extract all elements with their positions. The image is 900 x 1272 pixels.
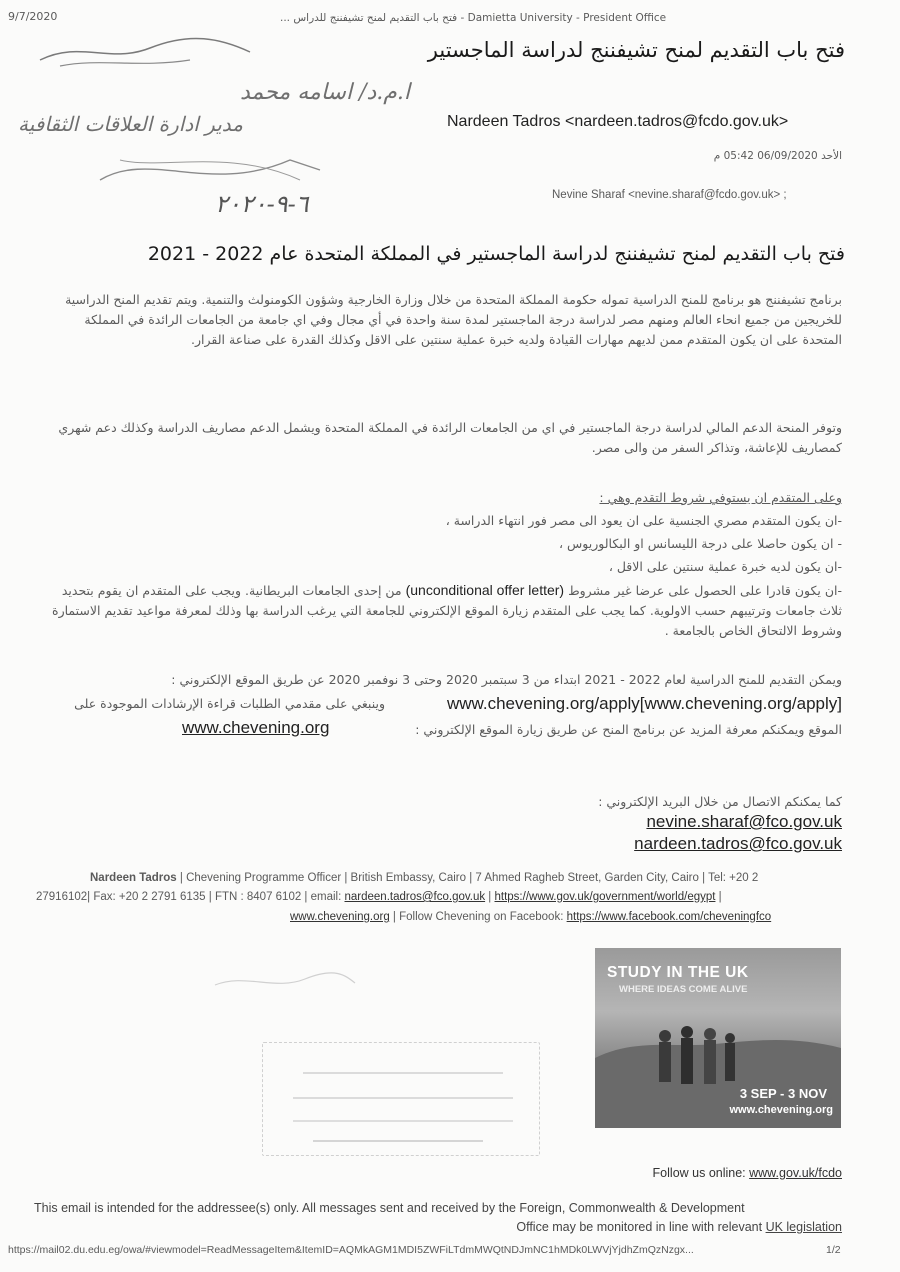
email-sender[interactable]: Nardeen Tadros <nardeen.tadros@fcdo.gov.uk>: [447, 113, 789, 130]
disclaimer-line2: [516, 1220, 842, 1234]
signature-line1: [90, 872, 850, 884]
signature-role: | Chevening Programme Officer | British Embassy, Cairo | 7 Ahmed Ragheb Street, Garden City, Cairo | Tel: +20 2: [176, 872, 759, 884]
follow-online: [653, 1166, 842, 1180]
requirement-degree: - ان يكون حاصلا على درجة الليسانس او البكالوريوس ،: [559, 536, 842, 551]
print-page-number: 1/2: [826, 1244, 841, 1256]
poster-headline: STUDY IN THE UK: [607, 964, 749, 981]
signature-facebook-link[interactable]: https://www.facebook.com/cheveningfco: [566, 911, 772, 923]
handwritten-note-line1: ا.م.د/ اسامه محمد: [240, 80, 410, 105]
email-recipients[interactable]: ‏Nevine Sharaf <nevine.sharaf@fcdo.gov.uk> ;: [552, 189, 787, 201]
body-paragraph-funding: وتوفر المنحة الدعم المالي لدراسة درجة الماجستير في اي من الجامعات الرائدة في المملكة المتحدة ويشمل الدعم مصاريف الدراسة وكذلك دعم شهري كمصاريف للإعاشة، وتذاكر السفر من والى مصر.: [58, 420, 842, 455]
signature-line3: [290, 911, 850, 923]
requirements-title: وعلى المتقدم ان يستوفي شروط التقدم وهي :: [599, 490, 842, 505]
chevening-poster-image[interactable]: [595, 948, 841, 1128]
signature-sep-2: |: [715, 891, 722, 903]
requirement-offer-part1: -ان يكون قادرا على الحصول على عرضا غير مشروط: [568, 583, 842, 598]
signature-gov-link[interactable]: https://www.gov.uk/government/world/egypt: [494, 891, 716, 903]
requirement-offer-english: (unconditional offer letter): [405, 582, 565, 598]
more-info-row: [30, 718, 842, 742]
requirement-offer-part2: من إحدى الجامعات البريطانية. ويجب على المتقدم ان يقوم بتحديد ثلاث جامعات وترتيبهم حسب الاولوية. كما يجب على المتقدم زيارة الموقع الإلكتروني للجامعة التي يرغب الدراسة بها وذلك لمعرفة مواعيد تقديم الاستمارة وشروط الالتحاق الخاص بالجامعة .: [52, 583, 842, 638]
uk-legislation-link[interactable]: UK legislation: [765, 1220, 842, 1234]
apply-url-row: [30, 694, 842, 718]
signature-line2: [36, 891, 851, 903]
signature-email-link[interactable]: nardeen.tadros@fco.gov.uk: [344, 891, 486, 903]
contact-email-nardeen[interactable]: nardeen.tadros@fco.gov.uk: [634, 834, 842, 853]
body-paragraph-intro: برنامج تشيفننج هو برنامج للمنح الدراسية تموله حكومة المملكة المتحدة من خلال وزارة الخارجية وشؤون الكومنولث والتنمية. ويتم تقديم المنح الدراسية للخريجين من جميع انحاء العالم ومنهم مصر لدراسة درجة الماجستير لمدة سنة واحدة في أي مجال وفي اي جامعة من الجامعات الرائدة في المملكة المتحدة على ان يكون المتقدم ممن لديهم مهارات القيادة ولديه خبرة عملية سنتين على الاقل وكذلك القدرة على صناعة القرار.: [65, 292, 842, 347]
poster-url: www.chevening.org: [729, 1104, 833, 1116]
poster-tagline: WHERE IDEAS COME ALIVE: [619, 984, 748, 995]
follow-link[interactable]: www.gov.uk/fcdo: [749, 1166, 842, 1180]
signature-name: Nardeen Tadros: [90, 872, 177, 884]
email-subject: فتح باب التقديم لمنح تشيفننج لدراسة الماجستير: [427, 38, 845, 62]
print-title: ... فتح باب التقديم لمنح تشيفننج للدراس - Damietta University - President Office: [280, 12, 667, 24]
apply-guidance: وينبغي على مقدمي الطلبات قراءة الإرشادات الموجودة على: [74, 696, 385, 711]
requirement-experience: -ان يكون لديه خبرة عملية سنتين على الاقل ،: [608, 559, 842, 574]
signature-phone-fax: 27916102| Fax: +20 2 2791 6135 | FTN : 8407 6102 | email:: [36, 891, 342, 903]
signature-facebook-label: | Follow Chevening on Facebook:: [389, 911, 567, 923]
contact-line: كما يمكنكم الاتصال من خلال البريد الإلكتروني :: [598, 794, 842, 809]
handwritten-scribble: [20, 30, 260, 70]
requirement-offer: [52, 580, 842, 641]
poster-dates: 3 SEP - 3 NOV: [739, 1086, 827, 1101]
apply-url-link[interactable]: www.chevening.org/apply[www.chevening.org/apply]: [446, 694, 842, 713]
follow-label: Follow us online:: [652, 1166, 750, 1180]
disclaimer-text: Office may be monitored in line with relevant: [516, 1220, 766, 1234]
apply-line: ويمكن التقديم للمنح الدراسية لعام 2022 - 2021 ابتداء من 3 سبتمبر 2020 وحتى 3 نوفمبر 2020 عن طريق الموقع الإلكتروني :: [171, 672, 842, 687]
disclaimer-line1: This email is intended for the addressee(s) only. All messages sent and received by the Foreign, Commonwealth & Development: [34, 1201, 745, 1215]
print-date: 9/7/2020: [8, 10, 58, 23]
requirement-nationality: -ان يكون المتقدم مصري الجنسية على ان يعود الى مصر فور انتهاء الدراسة ،: [445, 513, 842, 528]
handwritten-date: ٦-٩-٢٠٢٠: [215, 190, 309, 218]
more-info-line: الموقع ويمكنكم معرفة المزيد عن برنامج المنح عن طريق زيارة الموقع الإلكتروني :: [415, 722, 842, 737]
signature-sep-1: |: [485, 891, 495, 903]
handwritten-note-line2: مدير ادارة العلاقات الثقافية: [18, 112, 243, 136]
body-heading: فتح باب التقديم لمنح تشيفننج لدراسة الماجستير في المملكة المتحدة عام 2022 - 2021: [147, 243, 845, 265]
chevening-site-link[interactable]: www.chevening.org: [182, 718, 330, 737]
email-sent-time: الأحد 06/09/2020 05:42 م: [713, 150, 842, 162]
faint-stamp-box: [262, 1042, 540, 1156]
print-url: https://mail02.du.edu.eg/owa/#viewmodel=ReadMessageItem&ItemID=AQMkAGM1MDI5ZWFiLTdmMWQtNDJmNC1hMDk0LWVjYjdhZmQzNzgx...: [8, 1244, 694, 1256]
contact-email-nevine[interactable]: nevine.sharaf@fco.gov.uk: [646, 812, 842, 831]
signature-chevening-link[interactable]: www.chevening.org: [290, 911, 390, 923]
faint-handwriting-mark: [205, 965, 365, 995]
